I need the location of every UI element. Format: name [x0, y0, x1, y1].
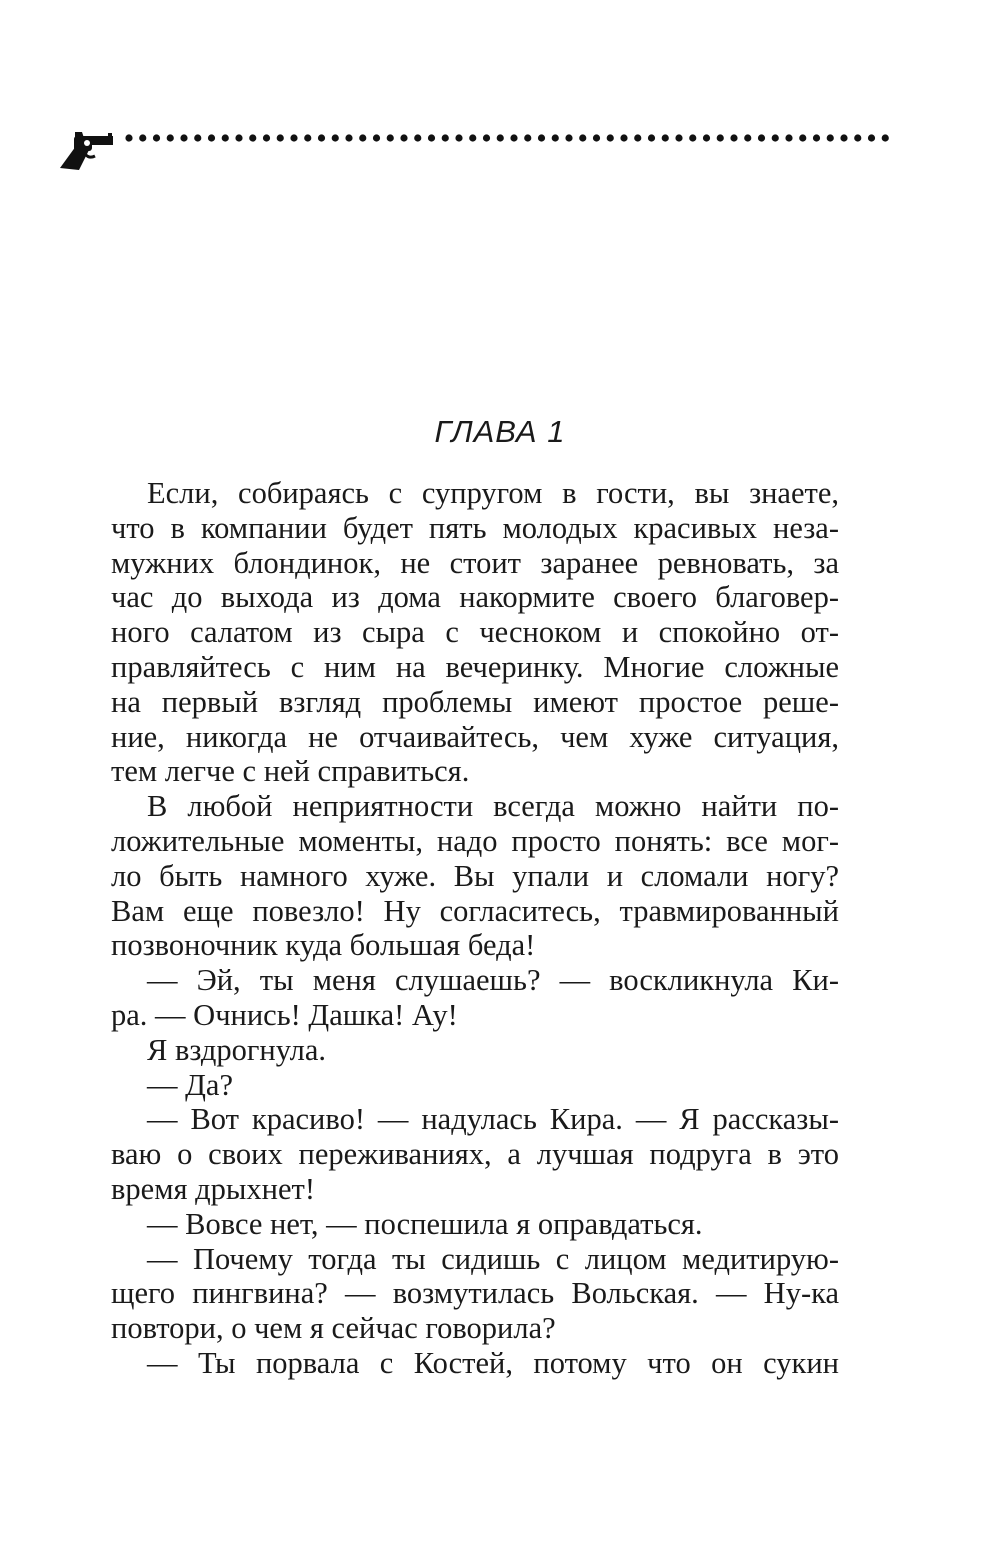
rule-dot	[345, 134, 352, 141]
text-line: время дрыхнет!	[111, 1171, 315, 1206]
rule-dot	[854, 134, 861, 141]
chapter-title: ГЛАВА 1	[434, 414, 566, 449]
rule-dot	[552, 134, 559, 141]
text-line: что в компании будет пять молодых красивых неза-	[111, 510, 839, 545]
paragraph	[111, 1068, 839, 1103]
rule-dot	[263, 134, 270, 141]
rule-dot	[373, 134, 380, 141]
paragraph	[111, 1102, 839, 1206]
rule-dot	[304, 134, 311, 141]
rule-dot	[607, 134, 614, 141]
rule-dot	[442, 134, 449, 141]
rule-dot	[882, 134, 889, 141]
text-line: В любой неприятности всегда можно найти по-	[147, 789, 839, 824]
text-line: ваю о своих переживаниях, а лучшая подруга в это	[111, 1137, 839, 1172]
rule-dot	[565, 134, 572, 141]
rule-dot	[579, 134, 586, 141]
text-line: мужних блондинок, не стоит заранее ревновать, за	[111, 545, 839, 580]
rule-dot	[277, 134, 284, 141]
text-line: — Вот красиво! — надулась Кира. — Я рассказы-	[147, 1102, 839, 1137]
rule-dot	[359, 134, 366, 141]
text-line: ло быть намного хуже. Вы упали и сломали ногу?	[111, 858, 839, 893]
paragraph	[111, 1346, 839, 1381]
dotted-rule	[125, 133, 895, 143]
rule-dot	[167, 134, 174, 141]
text-line: Если, собираясь с супругом в гости, вы знаете,	[147, 476, 839, 510]
rule-dot	[730, 134, 737, 141]
rule-dot	[332, 134, 339, 141]
rule-dot	[648, 134, 655, 141]
rule-dot	[717, 134, 724, 141]
rule-dot	[400, 134, 407, 141]
rule-dot	[510, 134, 517, 141]
rule-dot	[249, 134, 256, 141]
rule-dot	[620, 134, 627, 141]
text-line: ного салатом из сыра с чесноком и спокойно от-	[111, 615, 839, 650]
rule-dot	[813, 134, 820, 141]
rule-dot	[868, 134, 875, 141]
rule-dot	[744, 134, 751, 141]
text-line: повтори, о чем я сейчас говорила?	[111, 1311, 556, 1346]
rule-dot	[703, 134, 710, 141]
rule-dot	[387, 134, 394, 141]
text-line: ра. — Очнись! Дашка! Ау!	[111, 997, 458, 1032]
rule-dot	[428, 134, 435, 141]
rule-dot	[772, 134, 779, 141]
rule-dot	[290, 134, 297, 141]
rule-dot	[235, 134, 242, 141]
rule-dot	[125, 134, 132, 141]
text-line: ложительные моменты, надо просто понять: все мог-	[111, 823, 839, 858]
text-line: — Да?	[147, 1067, 234, 1102]
text-line: позвоночник куда большая беда!	[111, 928, 536, 963]
rule-dot	[785, 134, 792, 141]
text-line: Я вздрогнула.	[147, 1032, 327, 1067]
text-line: — Эй, ты меня слушаешь? — воскликнула Ки-	[147, 963, 839, 998]
rule-dot	[208, 134, 215, 141]
text-line: ние, никогда не отчаивайтесь, чем хуже ситуация,	[111, 719, 839, 754]
paragraph	[111, 789, 839, 963]
paragraph	[111, 476, 839, 789]
rule-dot	[469, 134, 476, 141]
rule-dot	[524, 134, 531, 141]
rule-dot	[827, 134, 834, 141]
rule-dot	[318, 134, 325, 141]
text-line: час до выхода из дома накормите своего благовер-	[111, 580, 839, 615]
text-line: — Вовсе нет, — поспешила я оправдаться.	[147, 1206, 703, 1241]
rule-dot	[662, 134, 669, 141]
text-line: тем легче с ней справиться.	[111, 754, 470, 789]
rule-dot	[799, 134, 806, 141]
rule-dot	[414, 134, 421, 141]
rule-dot	[455, 134, 462, 141]
paragraph	[111, 1242, 839, 1346]
rule-dot	[139, 134, 146, 141]
paragraph	[111, 963, 839, 1033]
text-line: правляйтесь с ним на вечеринку. Многие сложные	[111, 649, 839, 684]
text-line: на первый взгляд проблемы имеют простое реше-	[111, 684, 839, 719]
paragraph	[111, 1207, 839, 1242]
text-line: — Почему тогда ты сидишь с лицом медитирую-	[147, 1241, 839, 1276]
revolver-icon	[57, 126, 115, 170]
rule-dot	[675, 134, 682, 141]
rule-dot	[840, 134, 847, 141]
rule-dot	[538, 134, 545, 141]
text-line: Вам еще повезло! Ну согласитесь, травмированный	[111, 893, 839, 928]
text-line: щего пингвина? — возмутилась Вольская. — Ну-ка	[111, 1276, 839, 1311]
rule-dot	[153, 134, 160, 141]
rule-dot	[497, 134, 504, 141]
rule-dot	[634, 134, 641, 141]
paragraph	[111, 1033, 839, 1068]
rule-dot	[758, 134, 765, 141]
rule-dot	[593, 134, 600, 141]
rule-dot	[689, 134, 696, 141]
rule-dot	[180, 134, 187, 141]
chapter-body	[111, 476, 839, 1381]
text-line: — Ты порвала с Костей, потому что он сукин	[147, 1345, 839, 1380]
rule-dot	[194, 134, 201, 141]
rule-dot	[222, 134, 229, 141]
rule-dot	[483, 134, 490, 141]
chapter-header-ornament	[57, 126, 847, 176]
